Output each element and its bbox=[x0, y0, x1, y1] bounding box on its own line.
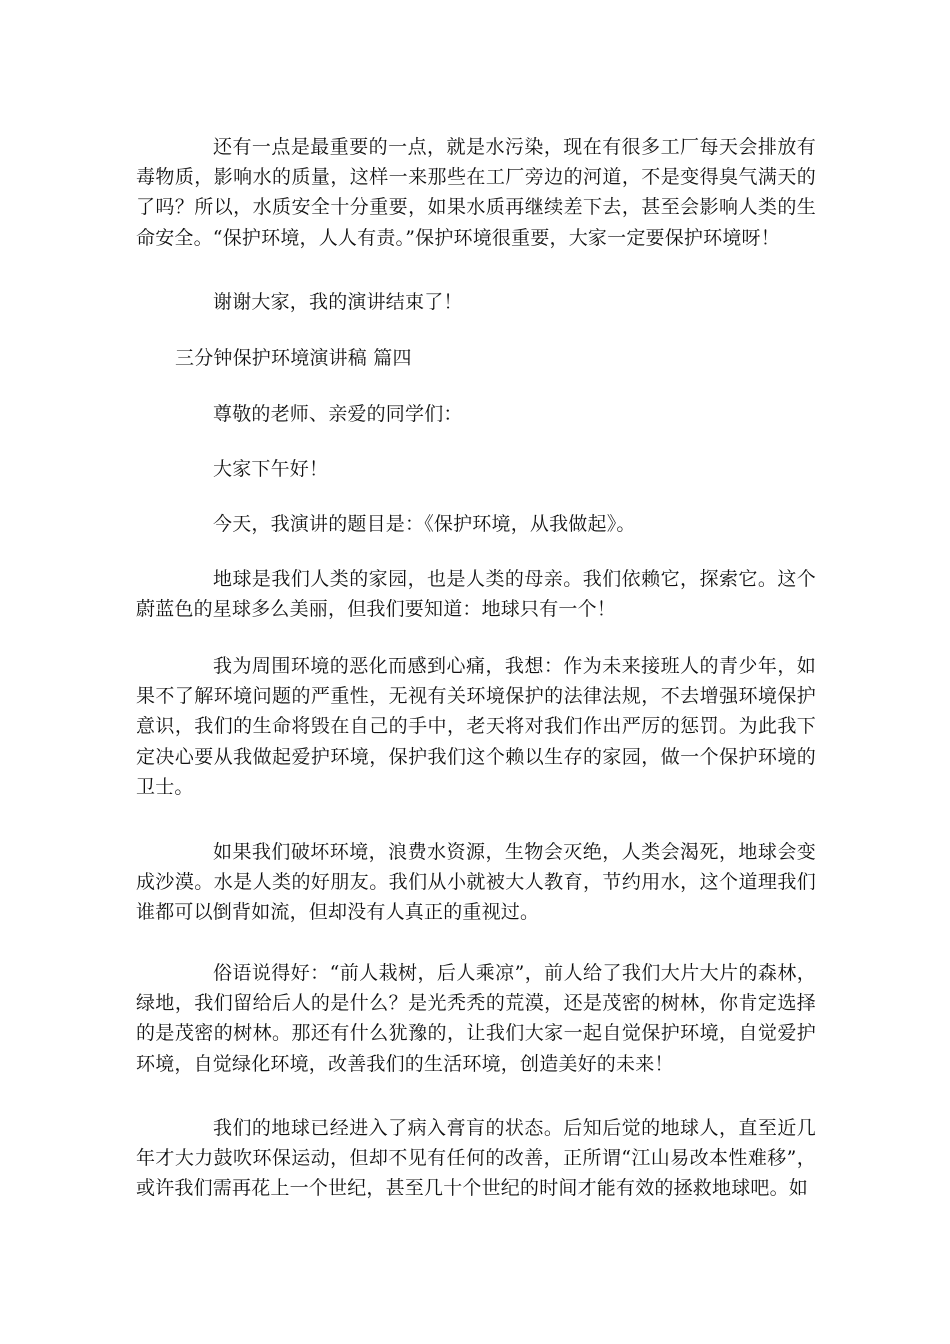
paragraph-greeting: 大家下午好！ bbox=[213, 458, 329, 480]
paragraph-closing-thanks: 谢谢大家，我的演讲结束了！ bbox=[213, 291, 463, 313]
paragraph-heartache: 我为周围环境的恶化而感到心痛，我想：作为未来接班人的青少年，如果不了解环境问题的严重性，无视有关环境保护的法律法规，不去增强环境保护意识，我们的生命将毁在自己的手中，老天将对我们作出严厉的惩罚。为此我下定决心要从我做起爱护环境，保护我们这个赖以生存的家园，做一个保护环境的卫士。 bbox=[136, 655, 816, 798]
paragraph-earth-ill: 我们的地球已经进入了病入膏肓的状态。后知后觉的地球人，直至近几年才大力鼓吹环保运动，但却不见有任何的改善，正所谓“江山易改本性难移”，或许我们需再花上一个世纪，甚至几十个世纪的时间才能有效的拯救地球吧。如 bbox=[136, 1117, 816, 1200]
paragraph-speech-title: 今天，我演讲的题目是：《保护环境，从我做起》。 bbox=[213, 513, 636, 535]
paragraph-destroy-environment: 如果我们破坏环境，浪费水资源，生物会灭绝，人类会渴死，地球会变成沙漠。水是人类的好朋友。我们从小就被大人教育，节约用水，这个道理我们谁都可以倒背如流，但却没有人真正的重视过。 bbox=[136, 841, 816, 924]
paragraph-proverb: 俗语说得好：“前人栽树，后人乘凉”，前人给了我们大片大片的森林，绿地，我们留给后人的是什么？是光秃秃的荒漠，还是茂密的树林，你肯定选择的是茂密的树林。那还有什么犹豫的，让我们大家一起自觉保护环境，自觉爱护环境，自觉绿化环境，改善我们的生活环境，创造美好的未来！ bbox=[136, 962, 816, 1075]
paragraph-salutation: 尊敬的老师、亲爱的同学们： bbox=[213, 403, 463, 425]
paragraph-earth-home: 地球是我们人类的家园，也是人类的母亲。我们依赖它，探索它。这个蔚蓝色的星球多么美丽，但我们要知道：地球只有一个！ bbox=[136, 568, 816, 621]
section-heading: 三分钟保护环境演讲稿 篇四 bbox=[175, 347, 412, 369]
paragraph-water-pollution: 还有一点是最重要的一点，就是水污染，现在有很多工厂每天会排放有毒物质，影响水的质量，这样一来那些在工厂旁边的河道，不是变得臭气满天的了吗？所以，水质安全十分重要，如果水质再继续差下去，甚至会影响人类的生命安全。“保护环境，人人有责。”保护环境很重要，大家一定要保护环境呀！ bbox=[136, 136, 816, 249]
